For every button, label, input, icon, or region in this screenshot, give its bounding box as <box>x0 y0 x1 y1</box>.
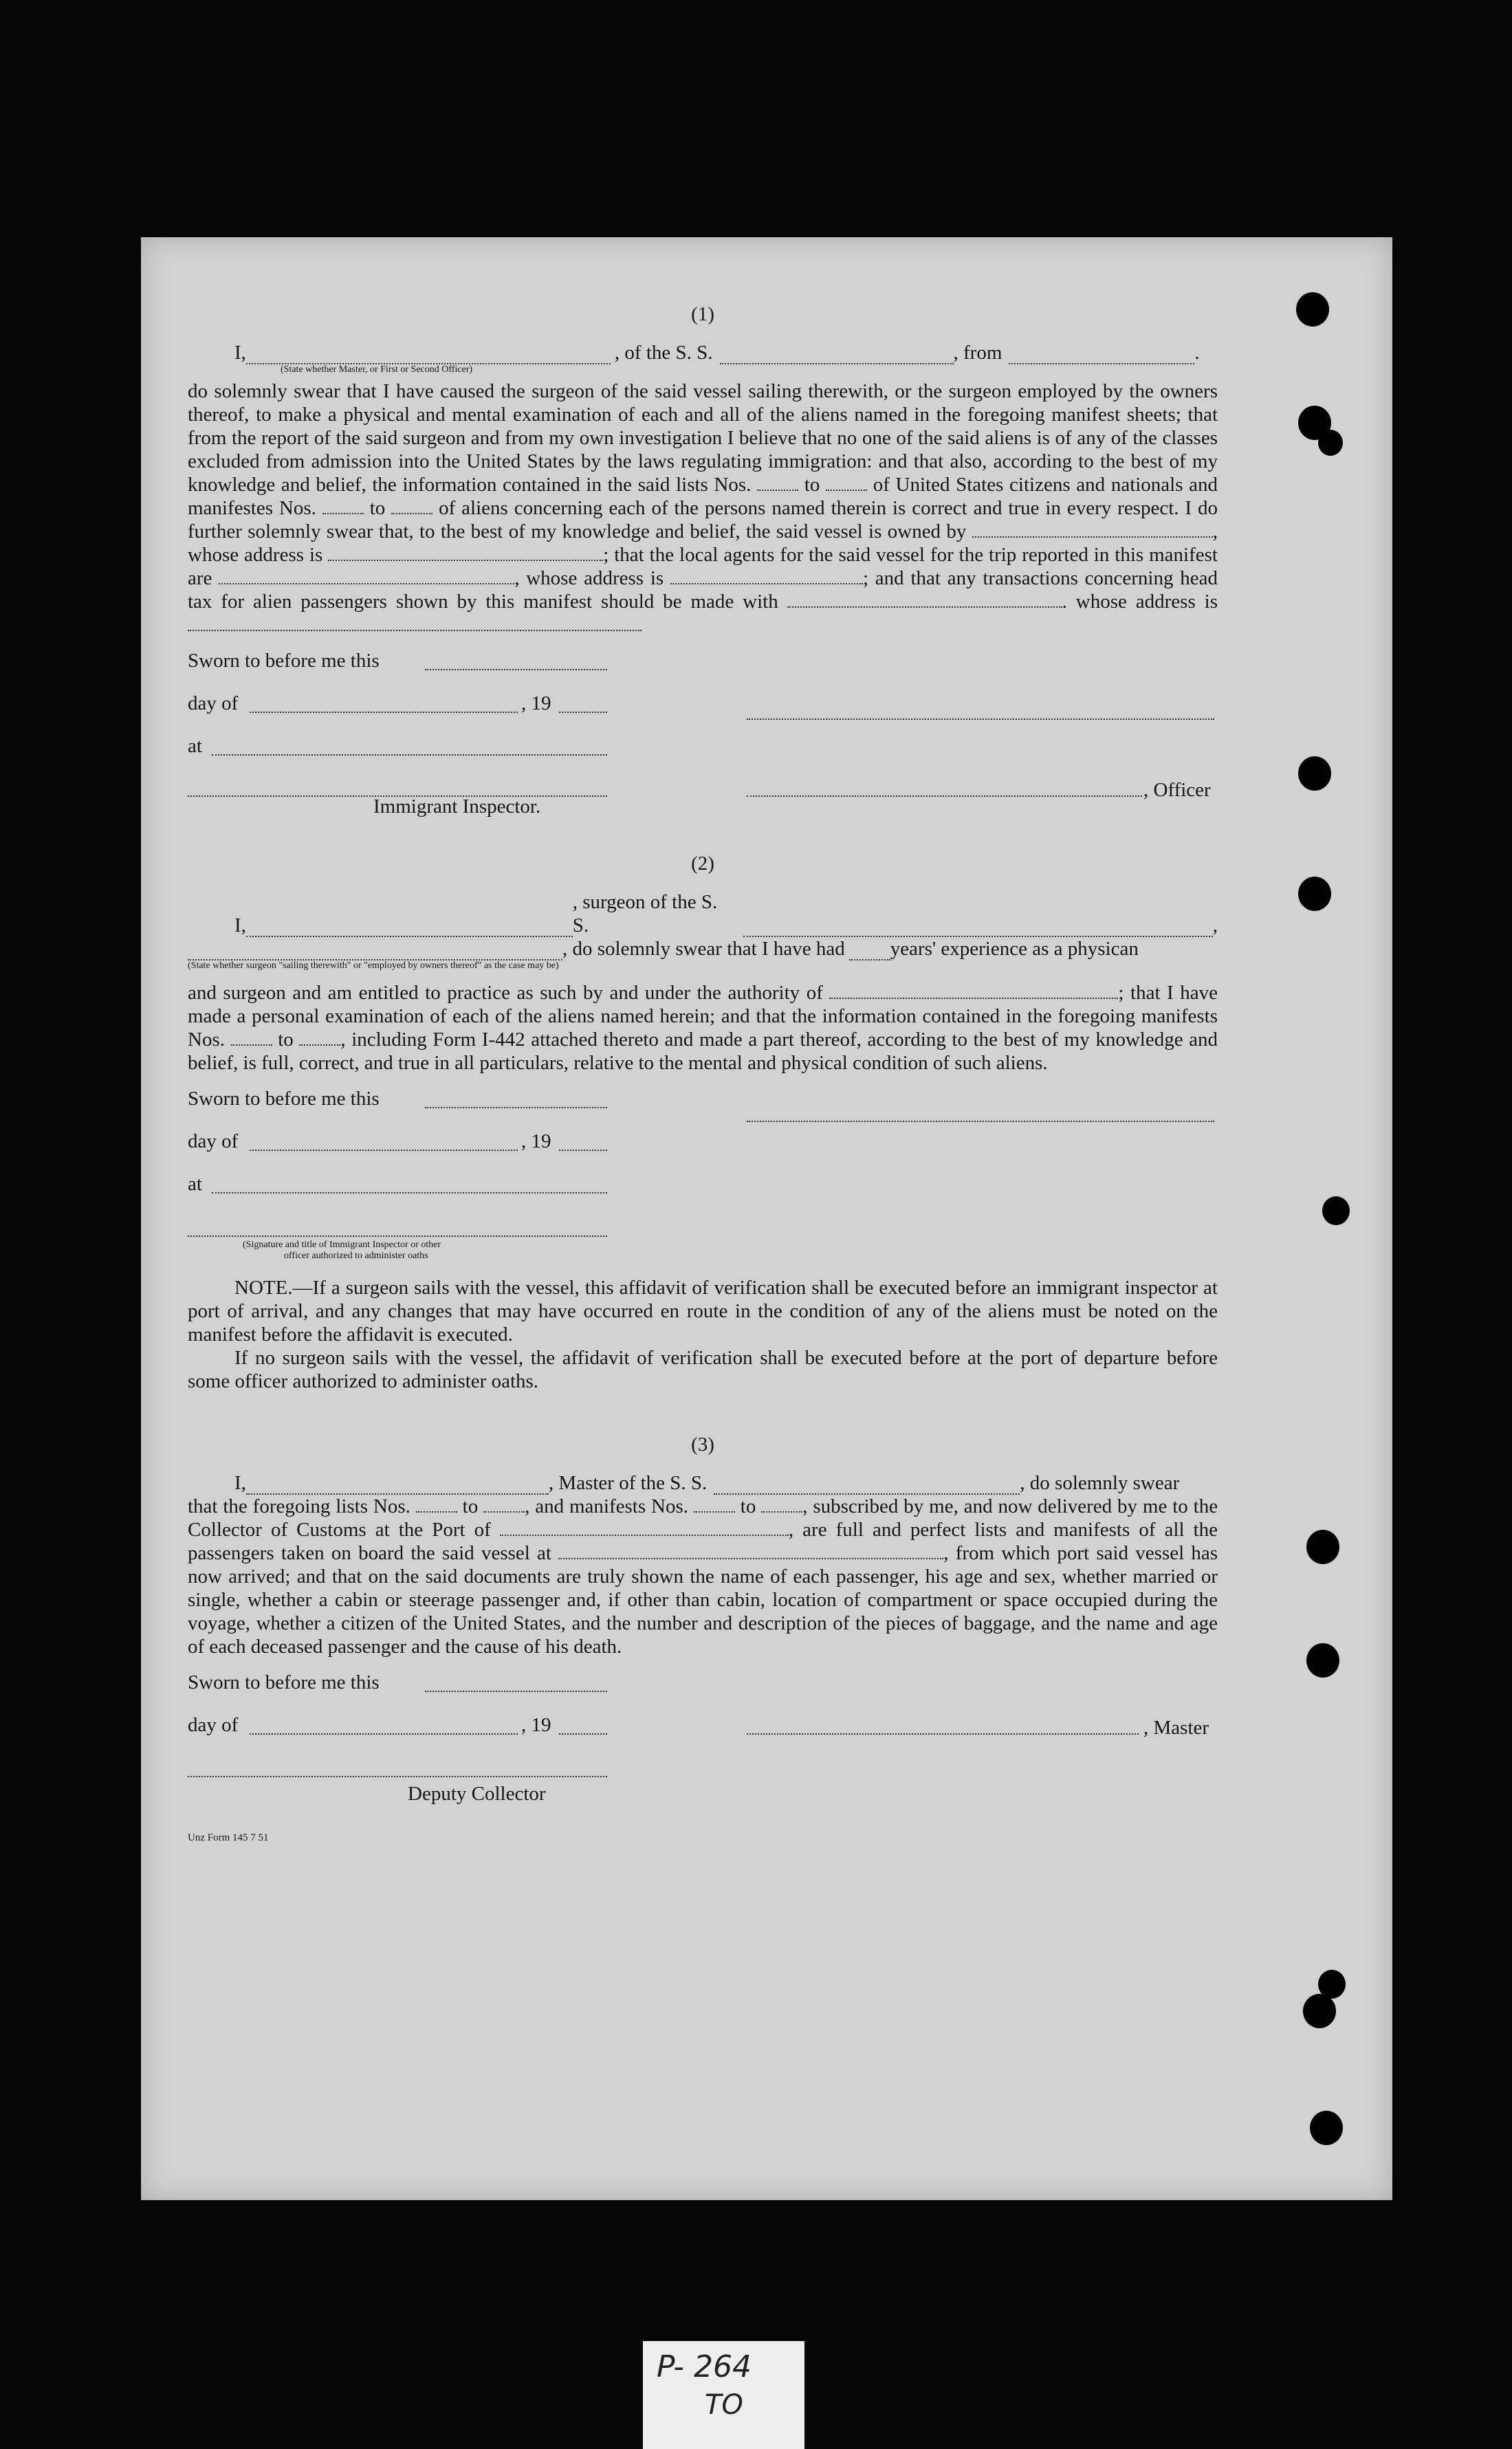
collector-label: Deputy Collector <box>408 1783 546 1805</box>
label-master: , Master of the S. S. <box>548 1472 708 1494</box>
collector-signature-blank <box>188 1775 607 1777</box>
punch-hole <box>1298 877 1331 911</box>
at-label: at <box>188 1173 202 1195</box>
agents-blank <box>219 569 514 584</box>
sworn-blank <box>425 668 607 670</box>
body-text: to <box>278 1029 294 1051</box>
body-text: that I have made a personal examination of each of the aliens named herein; and that the information contained in the foregoing manifests Nos. <box>188 982 1218 1051</box>
surgeon-name-blank <box>246 922 573 937</box>
body-text: to <box>462 1495 479 1517</box>
label-i: I, <box>234 1472 246 1494</box>
body-text: of United States citizens and nationals and manifestes Nos. <box>188 474 1218 519</box>
lists-to-blank <box>483 1497 525 1513</box>
body-text: to <box>740 1495 756 1517</box>
body-text: do solemnly swear that I have caused the surgeon of the said vessel sailing therewith, or the surgeon employed by the owners thereof, to make a physical and mental examination of each and all of the aliens named in the foregoing manifest sheets; that from the report of the said surgeon and from my own investigation I believe that no one of the said aliens is of any of the classes excluded from admission into the United States by the laws regulating immigration: and that also, according to the best of my knowledge and belief, the information contained in the said lists Nos. <box>188 380 1218 496</box>
year-label: , 19 <box>521 1130 551 1152</box>
manifests-from-blank <box>231 1031 272 1046</box>
year-label: , 19 <box>521 1714 551 1736</box>
year-label: , 19 <box>521 692 551 714</box>
body-text: . <box>1062 591 1067 613</box>
manifests-to-blank <box>299 1031 340 1046</box>
master-vessel-blank <box>714 1480 1020 1495</box>
sworn-label: Sworn to before me this <box>188 1088 380 1110</box>
embark-port-blank <box>558 1544 943 1559</box>
label-i: I, <box>234 342 246 364</box>
inspector-label: Immigrant Inspector. <box>373 795 541 817</box>
body-text: of aliens concerning each of the persons named therein is correct and true in every respect. I do further solemnly swear that, to the best of my knowledge and belief, the said vessel is owned by <box>188 497 1218 542</box>
punch-hole <box>1303 1994 1336 2028</box>
body-text: ; and that any transactions concerning head tax for alien passengers shown by this manifest should be made with <box>188 567 1218 613</box>
years-blank <box>849 945 890 960</box>
slip-text: P- 264 <box>657 2349 752 2384</box>
body-text: , are full and perfect lists and manifests of all the passengers taken on board the said vessel at <box>188 1519 1218 1564</box>
name-blank <box>246 349 611 364</box>
inspector-signature-blank <box>188 1235 607 1237</box>
note-paragraph: If no surgeon sails with the vessel, the affidavit of verification shall be executed before at the port of departure before some officer authorized to administer oaths. <box>188 1347 1218 1392</box>
day-blank <box>250 1149 518 1151</box>
manifest-affidavit-page <box>141 237 1392 2200</box>
surgeon-line-2 <box>188 937 1218 960</box>
sworn-blank <box>425 1106 607 1108</box>
manifests-from-blank <box>322 499 364 514</box>
master-signature-blank <box>747 1733 1139 1735</box>
body-text: that the foregoing lists Nos. <box>188 1495 410 1517</box>
owner-address-blank <box>328 546 603 561</box>
line-end: , <box>1212 914 1218 936</box>
punch-hole <box>1322 1196 1350 1225</box>
punch-hole <box>1298 756 1331 791</box>
at-label: at <box>188 735 202 757</box>
sworn-blank <box>425 1690 607 1692</box>
page-number-slip <box>643 2341 804 2449</box>
section-number: (2) <box>691 853 714 875</box>
label-from: , from <box>953 342 1002 364</box>
label-of-ss: , of the S. S. <box>614 342 713 364</box>
agents-address-blank <box>670 569 863 584</box>
section-number: (1) <box>691 303 714 325</box>
body-text: , whose address is <box>188 520 1218 566</box>
officer-label: , Officer <box>1143 779 1211 801</box>
day-blank <box>250 711 518 713</box>
body-text: ; that the local agents for the said vessel for the trip reported in this manifest are <box>188 544 1218 589</box>
owner-blank <box>972 523 1213 538</box>
day-blank <box>250 1733 518 1735</box>
punch-hole <box>1318 430 1343 456</box>
note-paragraph: NOTE.—If a surgeon sails with the vessel, this affidavit of verification shall be executed before an immigrant inspector at port of arrival, and any changes that may have occurred en route in the condition of any of the aliens must be noted on the manifest before the affidavit is executed. <box>188 1277 1218 1346</box>
label-years: years' experience as a physican <box>890 938 1139 960</box>
section-number: (3) <box>691 1434 714 1456</box>
manifests-from-blank <box>694 1497 735 1513</box>
slip-text: TO <box>705 2389 743 2421</box>
at-blank <box>212 754 607 756</box>
head-tax-address-blank <box>188 616 642 631</box>
section1-body <box>188 380 1218 637</box>
officer-signature-blank <box>747 718 1214 720</box>
lists-from-blank <box>757 476 798 491</box>
body-text: , and manifests Nos. <box>525 1495 688 1517</box>
surgeon-signature-blank <box>747 1120 1214 1122</box>
body-text: , including Form I-442 attached thereto and made a part thereof, according to the best of my knowledge and belief, is full, correct, and true in all particulars, relative to the mental and physical condition of such aliens. <box>188 1029 1218 1074</box>
section1-signatures <box>188 649 1218 855</box>
signature-note: (Signature and title of Immigrant Inspector or other <box>243 1240 441 1250</box>
port-blank <box>500 1521 789 1536</box>
master-label: , Master <box>1143 1717 1209 1739</box>
lists-to-blank <box>826 476 867 491</box>
manifests-to-blank <box>391 499 432 514</box>
punch-hole <box>1310 2111 1343 2145</box>
vessel-blank <box>720 349 954 364</box>
surgeon-note: (State whether surgeon "sailing therewith" or "employed by owners thereof" as the case may be) <box>188 960 559 971</box>
sworn-label: Sworn to before me this <box>188 650 380 672</box>
punch-hole <box>1306 1530 1339 1564</box>
body-text: and surgeon and am entitled to practice as such by and under the authority of <box>188 982 823 1004</box>
section2-signatures <box>188 1087 1218 1276</box>
master-line <box>234 1471 1218 1495</box>
signature-note: officer authorized to administer oaths <box>284 1251 428 1261</box>
form-content <box>188 303 1218 1849</box>
body-text: whose address is <box>1075 591 1218 613</box>
label-i: I, <box>234 914 246 936</box>
at-blank <box>212 1191 607 1194</box>
body-text: , from which port said vessel has now arrived; and that on the said documents are truly shown the name of each passenger, his age and sex, whether married or single, whether a cabin or steerage passenger and, if other than cabin, location of compartment or space occupied during the voyage, whether a citizen of the United States, and the number and description of the pieces of baggage, and the name and age of each deceased passenger and the cause of his death. <box>188 1542 1218 1658</box>
section2-body <box>188 981 1218 1075</box>
line-end: . <box>1194 342 1200 364</box>
surgeon-line <box>234 890 1218 937</box>
master-note: (State whether Master, or First or Second Officer) <box>281 364 473 375</box>
body-text: , subscribed by me, and now delivered by me to the Collector of Customs at the Port of <box>188 1495 1218 1541</box>
day-of-label: day of <box>188 692 239 714</box>
body-text: , whose address is <box>514 567 664 589</box>
port-blank <box>1009 349 1194 364</box>
manifests-to-blank <box>761 1497 802 1513</box>
sworn-label: Sworn to before me this <box>188 1671 380 1693</box>
body-text: ; <box>1118 982 1124 1004</box>
head-tax-blank <box>787 593 1062 608</box>
surgeon-status-blank <box>188 945 562 960</box>
punch-hole <box>1296 292 1329 327</box>
surgeon-vessel-blank <box>743 922 1213 937</box>
year-blank <box>559 1149 607 1151</box>
lists-from-blank <box>416 1497 457 1513</box>
year-blank <box>559 711 607 713</box>
officer-title-blank <box>747 795 1142 797</box>
day-of-label: day of <box>188 1714 239 1736</box>
master-line <box>234 341 1218 364</box>
day-of-label: day of <box>188 1130 239 1152</box>
body-text: to <box>369 497 386 519</box>
section3-signatures <box>188 1671 1218 1822</box>
section3-body <box>188 1495 1218 1658</box>
year-blank <box>559 1733 607 1735</box>
label-swear: , do solemnly swear that I have had <box>562 938 845 960</box>
master-name-blank <box>246 1480 549 1495</box>
authority-blank <box>829 984 1118 999</box>
form-number: Unz Form 145 7 51 <box>188 1832 269 1843</box>
label-surgeon: , surgeon of the S. S. <box>572 891 718 936</box>
label-swear: , do solemnly swear <box>1020 1472 1180 1494</box>
punch-hole <box>1306 1643 1339 1678</box>
body-text: to <box>804 474 820 496</box>
